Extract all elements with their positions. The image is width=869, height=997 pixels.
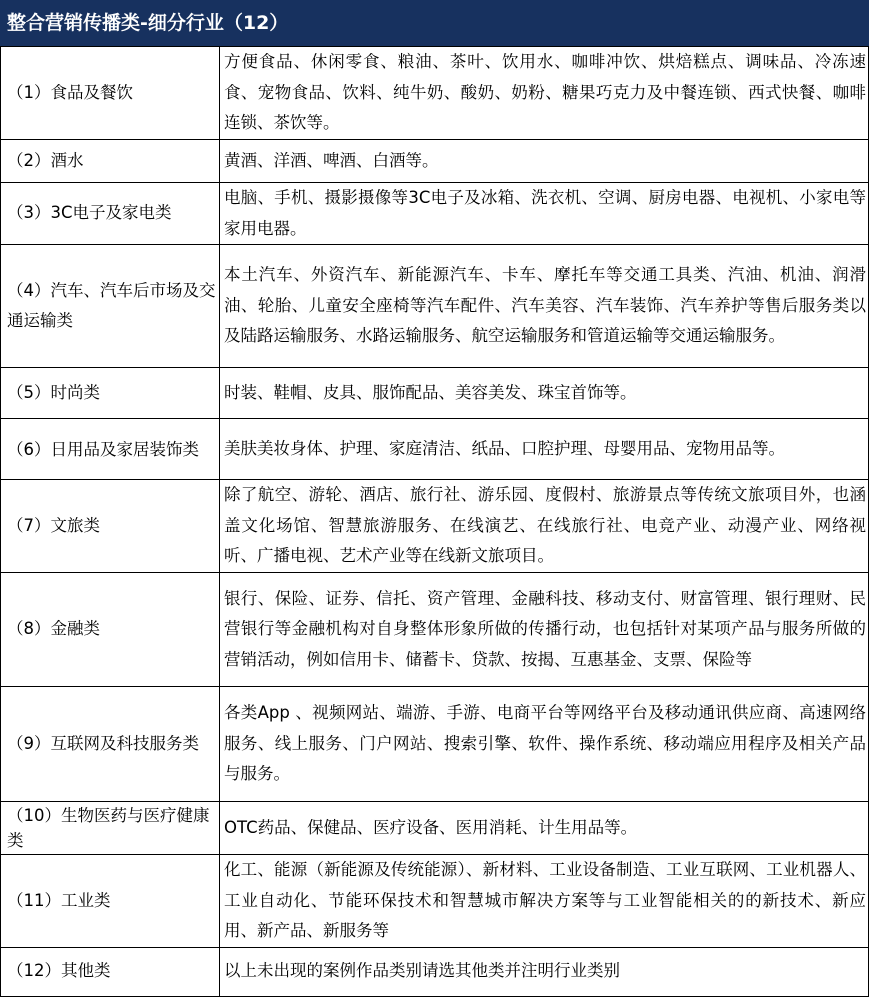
description-cell: 各类App 、视频网站、端游、手游、电商平台等网络平台及移动通讯供应商、高速网络服务、线上服务、门户网站、搜索引擎、软件、操作系统、移动端应用程序及相关产品与服务。 [220, 687, 869, 802]
description-cell: 黄酒、洋酒、啤酒、白酒等。 [220, 140, 869, 183]
category-cell: （2）酒水 [1, 140, 220, 183]
description-cell: 方便食品、休闲零食、粮油、茶叶、饮用水、咖啡冲饮、烘焙糕点、调味品、冷冻速食、宠物食品、饮料、纯牛奶、酸奶、奶粉、糖果巧克力及中餐连锁、西式快餐、咖啡连锁、茶饮等。 [220, 47, 869, 140]
category-cell: （8）金融类 [1, 573, 220, 687]
table-row [1, 140, 869, 183]
description-cell: 美肤美妆身体、护理、家庭清洁、纸品、口腔护理、母婴用品、宠物用品等。 [220, 419, 869, 480]
category-cell: （4）汽车、汽车后市场及交通运输类 [1, 245, 220, 368]
description-cell: OTC药品、保健品、医疗设备、医用消耗、计生用品等。 [220, 802, 869, 855]
description-cell: 时装、鞋帽、皮具、服饰配品、美容美发、珠宝首饰等。 [220, 368, 869, 419]
table-row [1, 947, 869, 996]
description-cell: 电脑、手机、摄影摄像等3C电子及冰箱、洗衣机、空调、厨房电器、电视机、小家电等家用电器。 [220, 183, 869, 245]
table-row [1, 245, 869, 368]
table-row [1, 368, 869, 419]
table-row [1, 687, 869, 802]
table-row [1, 573, 869, 687]
description-cell: 化工、能源（新能源及传统能源）、新材料、工业设备制造、工业互联网、工业机器人、工业自动化、节能环保技术和智慧城市解决方案等与工业智能相关的的新技术、新应用、新产品、新服务等 [220, 855, 869, 948]
table-row [1, 47, 869, 140]
industry-table [0, 46, 869, 997]
category-cell: （1）食品及餐饮 [1, 47, 220, 140]
category-cell: （7）文旅类 [1, 480, 220, 573]
table-row [1, 480, 869, 573]
description-cell: 本土汽车、外资汽车、新能源汽车、卡车、摩托车等交通工具类、汽油、机油、润滑油、轮胎、儿童安全座椅等汽车配件、汽车美容、汽车装饰、汽车养护等售后服务类以及陆路运输服务、水路运输服务、航空运输服务和管道运输等交通运输服务。 [220, 245, 869, 368]
table-title: 整合营销传播类-细分行业（12） [0, 0, 869, 46]
table-row [1, 802, 869, 855]
table-row [1, 855, 869, 948]
category-cell: （5）时尚类 [1, 368, 220, 419]
description-cell: 银行、保险、证券、信托、资产管理、金融科技、移动支付、财富管理、银行理财、民营银行等金融机构对自身整体形象所做的传播行动，也包括针对某项产品与服务所做的营销活动，例如信用卡、储蓄卡、贷款、按揭、互惠基金、支票、保险等 [220, 573, 869, 687]
table-row [1, 183, 869, 245]
category-cell: （6）日用品及家居装饰类 [1, 419, 220, 480]
category-cell: （3）3C电子及家电类 [1, 183, 220, 245]
description-cell: 除了航空、游轮、酒店、旅行社、游乐园、度假村、旅游景点等传统文旅项目外，也涵盖文化场馆、智慧旅游服务、在线演艺、在线旅行社、电竞产业、动漫产业、网络视听、广播电视、艺术产业等在线新文旅项目。 [220, 480, 869, 573]
table-row [1, 419, 869, 480]
category-cell: （10）生物医药与医疗健康类 [1, 802, 220, 855]
category-cell: （9）互联网及科技服务类 [1, 687, 220, 802]
category-cell: （12）其他类 [1, 947, 220, 996]
category-cell: （11）工业类 [1, 855, 220, 948]
description-cell: 以上未出现的案例作品类别请选其他类并注明行业类别 [220, 947, 869, 996]
